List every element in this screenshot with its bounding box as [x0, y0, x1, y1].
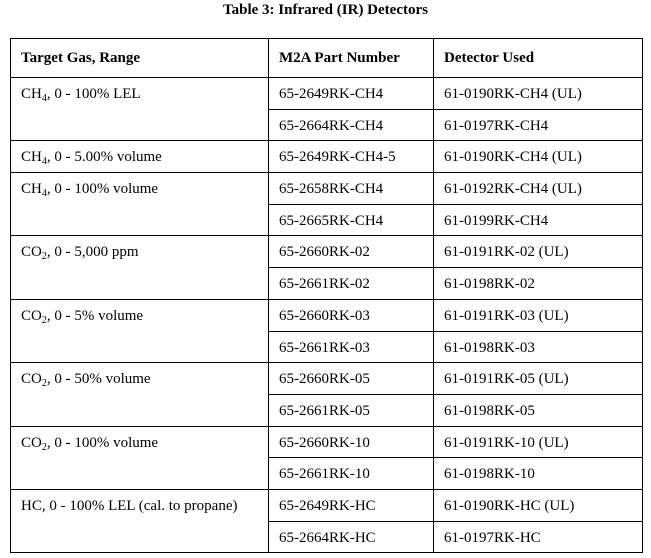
gas-range: , 0 - 5.00% volume: [46, 149, 162, 166]
table-body: [11, 78, 643, 553]
m2a-part-number-cell: 65-2660RK-10: [269, 426, 434, 458]
table-row: [11, 299, 643, 331]
target-gas-range-cell: [11, 363, 269, 426]
gas-range: , 0 - 100% LEL (cal. to propane): [41, 497, 238, 514]
gas-range: , 0 - 100% LEL: [46, 86, 141, 102]
header-row: [11, 39, 643, 78]
gas-formula: CO: [21, 244, 42, 261]
table-row: [11, 363, 643, 395]
detector-used-cell: 61-0198RK-03: [434, 331, 643, 363]
gas-formula-subscript: 4: [41, 93, 47, 104]
gas-formula: CH: [21, 86, 42, 102]
detector-used-cell: 61-0197RK-CH4: [434, 109, 643, 141]
detector-used-cell: 61-0197RK-HC: [434, 521, 643, 553]
table-row: [11, 426, 643, 458]
gas-formula-subscript: 4: [41, 188, 47, 200]
gas-formula: CH: [21, 181, 42, 198]
detector-used-cell: 61-0190RK-CH4 (UL): [434, 78, 643, 110]
table-row: [11, 173, 643, 205]
gas-formula-subscript: 2: [41, 251, 47, 263]
table-row: [11, 78, 643, 110]
m2a-part-number-cell: 65-2658RK-CH4: [269, 173, 434, 205]
gas-range: , 0 - 100% volume: [46, 181, 159, 198]
detector-used-cell: 61-0190RK-HC (UL): [434, 489, 643, 521]
target-gas-range-cell: [11, 299, 269, 362]
detector-used-cell: 61-0190RK-CH4 (UL): [434, 141, 643, 173]
m2a-part-number-cell: 65-2664RK-CH4: [269, 109, 434, 141]
m2a-part-number-cell: 65-2661RK-03: [269, 331, 434, 363]
m2a-part-number-cell: 65-2665RK-CH4: [269, 204, 434, 236]
table-row: [11, 236, 643, 268]
table-row: [11, 141, 643, 173]
gas-formula: CH: [21, 149, 42, 166]
m2a-part-number-cell: 65-2649RK-CH4: [269, 78, 434, 110]
detector-used-cell: 61-0198RK-02: [434, 268, 643, 300]
detector-used-cell: 61-0198RK-10: [434, 458, 643, 490]
gas-range: , 0 - 5,000 ppm: [46, 244, 139, 261]
header-detector-used: Detector Used: [434, 39, 643, 78]
m2a-part-number-cell: 65-2660RK-03: [269, 299, 434, 331]
detector-used-cell: 61-0192RK-CH4 (UL): [434, 173, 643, 205]
m2a-part-number-cell: 65-2661RK-05: [269, 394, 434, 426]
gas-formula: CO: [21, 307, 42, 324]
m2a-part-number-cell: 65-2649RK-HC: [269, 489, 434, 521]
detector-used-cell: 61-0191RK-05 (UL): [434, 363, 643, 395]
gas-formula-subscript: 2: [41, 441, 47, 453]
m2a-part-number-cell: 65-2660RK-05: [269, 363, 434, 395]
target-gas-range-cell: [11, 141, 269, 173]
detector-used-cell: 61-0199RK-CH4: [434, 204, 643, 236]
target-gas-range-cell: [11, 173, 269, 236]
gas-formula: CO: [21, 371, 42, 388]
gas-formula: CO: [21, 434, 42, 451]
m2a-part-number-cell: 65-2661RK-02: [269, 268, 434, 300]
target-gas-range-cell: [11, 426, 269, 489]
gas-range: , 0 - 50% volume: [46, 371, 151, 388]
ir-detectors-table: [10, 38, 643, 553]
gas-formula: HC: [21, 497, 42, 514]
detector-used-cell: 61-0191RK-02 (UL): [434, 236, 643, 268]
gas-range: , 0 - 5% volume: [46, 307, 144, 324]
target-gas-range-cell: [11, 78, 269, 141]
header-m2a-part-number: M2A Part Number: [269, 39, 434, 78]
table-row: [11, 489, 643, 521]
target-gas-range-cell: [11, 236, 269, 299]
gas-formula-subscript: 4: [41, 156, 47, 168]
m2a-part-number-cell: 65-2649RK-CH4-5: [269, 141, 434, 173]
m2a-part-number-cell: 65-2660RK-02: [269, 236, 434, 268]
gas-formula-subscript: 2: [41, 378, 47, 390]
m2a-part-number-cell: 65-2664RK-HC: [269, 521, 434, 553]
gas-formula-subscript: 2: [41, 314, 47, 326]
detector-used-cell: 61-0191RK-10 (UL): [434, 426, 643, 458]
target-gas-range-cell: [11, 489, 269, 552]
gas-range: , 0 - 100% volume: [46, 434, 159, 451]
m2a-part-number-cell: 65-2661RK-10: [269, 458, 434, 490]
header-target-gas-range: Target Gas, Range: [11, 39, 269, 78]
detector-used-cell: 61-0191RK-03 (UL): [434, 299, 643, 331]
table-title: Table 3: Infrared (IR) Detectors: [223, 2, 428, 18]
detector-used-cell: 61-0198RK-05: [434, 394, 643, 426]
